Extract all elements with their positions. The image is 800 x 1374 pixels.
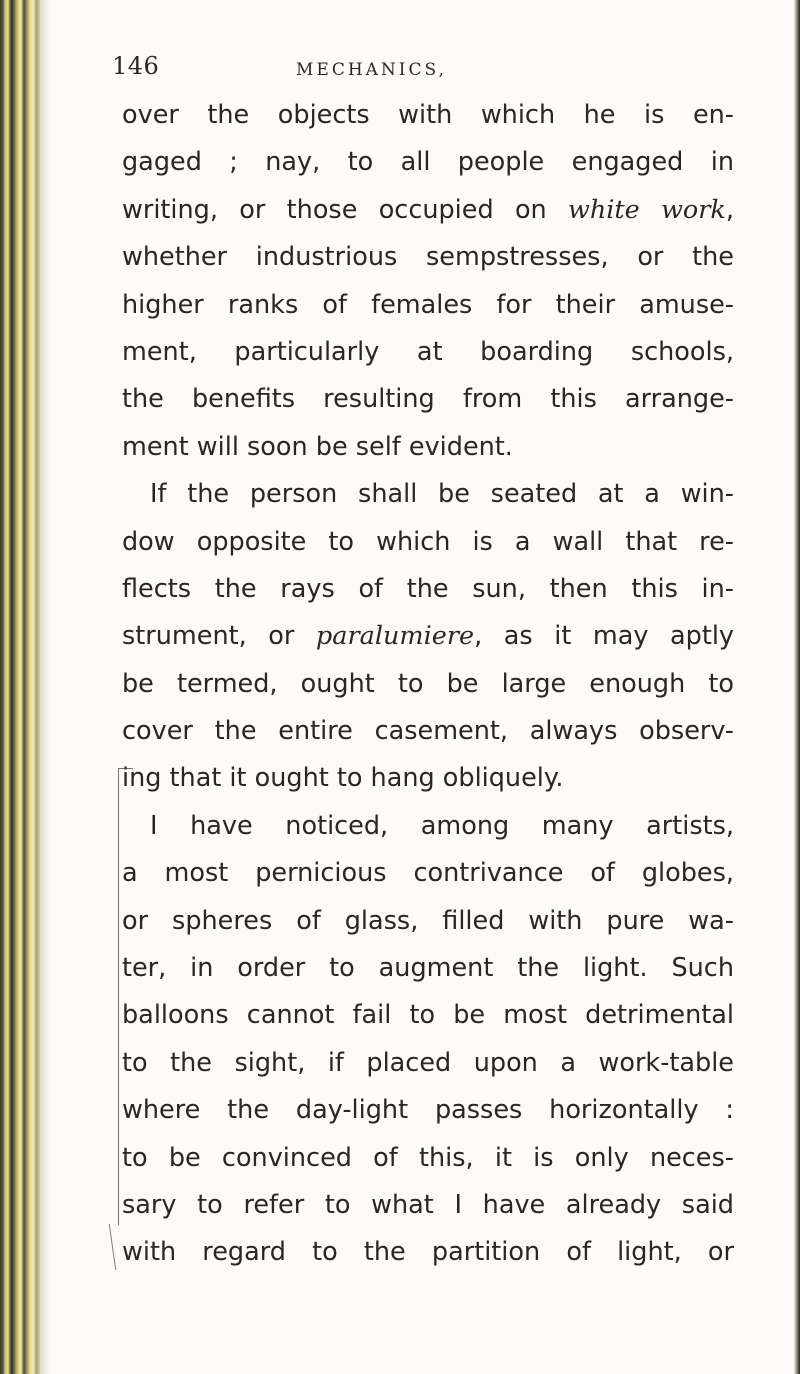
paragraph-1	[122, 92, 734, 471]
text-line: dow opposite to which is a wall that re-	[122, 526, 734, 557]
text-run: , as it may aptly	[474, 621, 734, 652]
text-line: sary to refer to what I have already said	[122, 1189, 734, 1220]
text-line: ing that it ought to hang obliquely.	[122, 763, 564, 794]
text-line: over the objects with which he is en-	[122, 100, 734, 130]
page-number: 146	[112, 52, 160, 80]
text-line: to be convinced of this, it is only neces-	[122, 1142, 734, 1173]
text-line: flects the rays of the sun, then this in-	[122, 573, 734, 604]
text-line: whether industrious sempstresses, or the	[122, 242, 734, 273]
text-line: gaged ; nay, to all people engaged in	[122, 147, 734, 178]
text-line	[122, 613, 734, 660]
body-text	[122, 92, 734, 1277]
italic-phrase: paralumiere	[315, 621, 475, 652]
text-line: I have noticed, among many artists,	[150, 810, 734, 841]
running-head: MECHANICS,	[296, 60, 447, 80]
text-line: ment will soon be self evident.	[122, 431, 513, 462]
text-line: a most pernicious contrivance of globes,	[122, 858, 734, 889]
paragraph-3	[122, 803, 734, 1277]
book-page	[80, 0, 740, 1374]
text-line: ter, in order to augment the light. Such	[122, 953, 734, 984]
text-line: If the person shall be seated at a win-	[150, 479, 734, 510]
text-run: writing, or those occupied on	[122, 194, 569, 225]
text-line: where the day-light passes horizontally :	[122, 1095, 734, 1126]
book-gutter	[0, 0, 40, 1374]
text-line: cover the entire casement, always observ-	[122, 716, 734, 747]
text-line: to the sight, if placed upon a work-table	[122, 1047, 734, 1078]
text-line	[122, 187, 734, 234]
text-line: balloons cannot fail to be most detrimental	[122, 1000, 734, 1031]
page-header	[84, 52, 744, 92]
margin-bracket-mark	[118, 768, 133, 1225]
text-line: ment, particularly at boarding schools,	[122, 336, 734, 367]
page-edge	[794, 0, 800, 1374]
text-line: be termed, ought to be large enough to	[122, 668, 734, 699]
text-line: higher ranks of females for their amuse-	[122, 289, 734, 320]
italic-phrase: white work	[568, 194, 726, 225]
text-line: or spheres of glass, filled with pure wa-	[122, 905, 734, 936]
text-run: strument, or	[122, 621, 316, 652]
text-line: the benefits resulting from this arrange-	[122, 384, 734, 415]
text-line: with regard to the partition of light, or	[122, 1237, 734, 1268]
paragraph-2	[122, 471, 734, 803]
text-run: ,	[725, 194, 734, 225]
gutter-shadow	[36, 0, 50, 1374]
